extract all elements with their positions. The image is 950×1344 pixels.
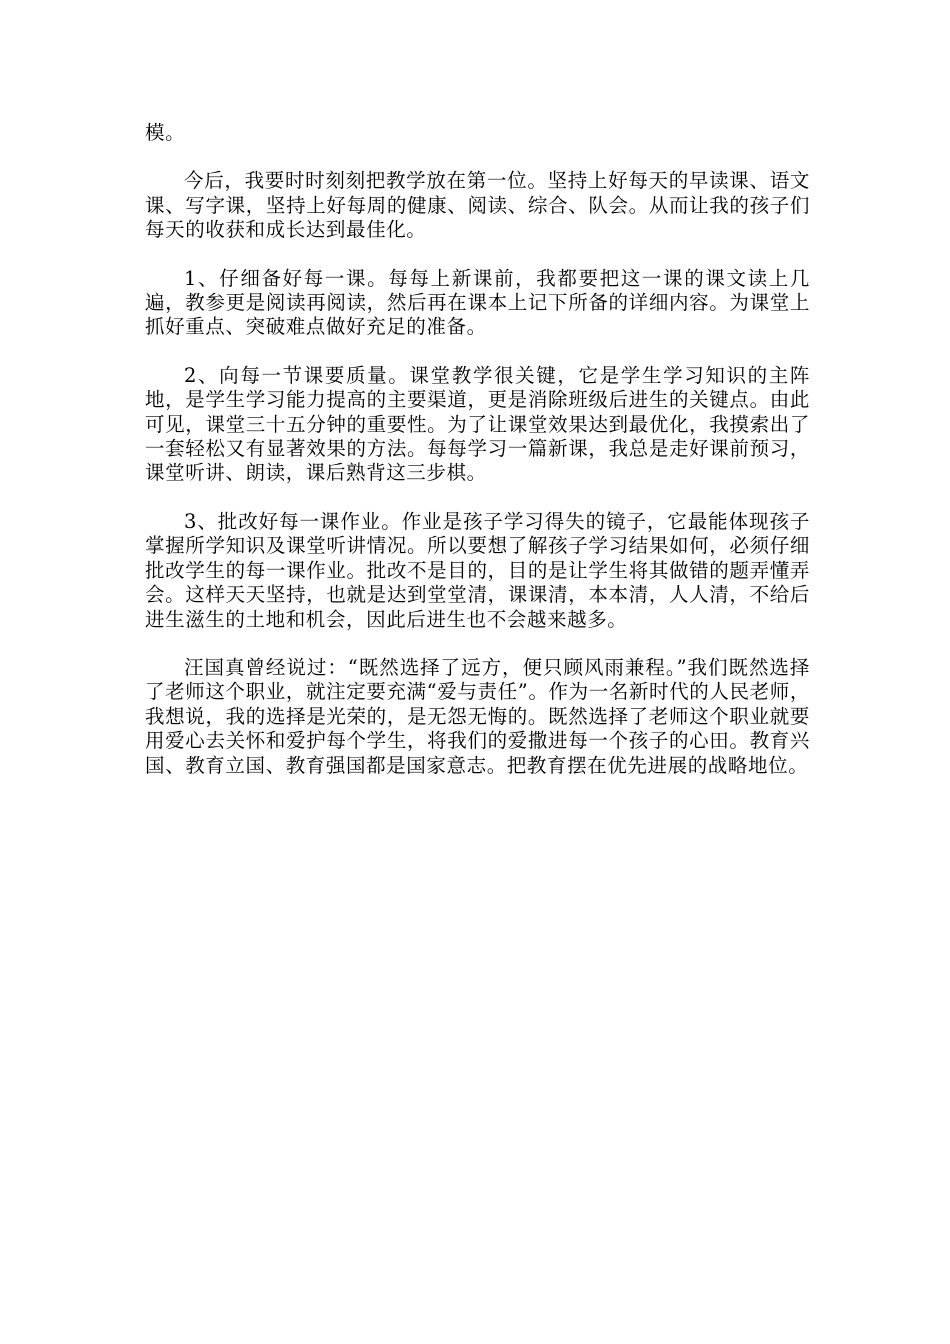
document-body bbox=[145, 121, 810, 802]
paragraph-continuation: 模。 bbox=[145, 121, 186, 144]
paragraph-point-2: 2、向每一节课要质量。课堂教学很关键，它是学生学习知识的主阵地，是学生学习能力提高的主要渠道，更是消除班级后进生的关键点。由此可见，课堂三十五分钟的重要性。为了让课堂效果达到最优化，我摸索出了一套轻松又有显著效果的方法。每每学习一篇新课，我总是走好课前预习，课堂听讲、朗读，课后熟背这三步棋。 bbox=[145, 363, 810, 485]
paragraph-intro: 今后，我要时时刻刻把教学放在第一位。坚持上好每天的早读课、语文课、写字课，坚持上好每周的健康、阅读、综合、队会。从而让我的孩子们每天的收获和成长达到最佳化。 bbox=[145, 169, 810, 242]
paragraph-point-1: 1、仔细备好每一课。每每上新课前，我都要把这一课的课文读上几遍，教参更是阅读再阅读，然后再在课本上记下所备的详细内容。为课堂上抓好重点、突破难点做好充足的准备。 bbox=[145, 266, 810, 339]
paragraph-conclusion: 汪国真曾经说过：“既然选择了远方，便只顾风雨兼程。”我们既然选择了老师这个职业，就注定要充满“爱与责任”。作为一名新时代的人民老师，我想说，我的选择是光荣的，是无怨无悔的。既然选择了老师这个职业就要用爱心去关怀和爱护每个学生，将我们的爱撒进每一个孩子的心田。教育兴国、教育立国、教育强国都是国家意志。把教育摆在优先进展的战略地位。 bbox=[145, 655, 810, 777]
paragraph-point-3: 3、批改好每一课作业。作业是孩子学习得失的镜子，它最能体现孩子掌握所学知识及课堂听讲情况。所以要想了解孩子学习结果如何，必须仔细批改学生的每一课作业。批改不是目的，目的是让学生将其做错的题弄懂弄会。这样天天坚持，也就是达到堂堂清，课课清，本本清，人人清，不给后进生滋生的土地和机会，因此后进生也不会越来越多。 bbox=[145, 509, 810, 631]
